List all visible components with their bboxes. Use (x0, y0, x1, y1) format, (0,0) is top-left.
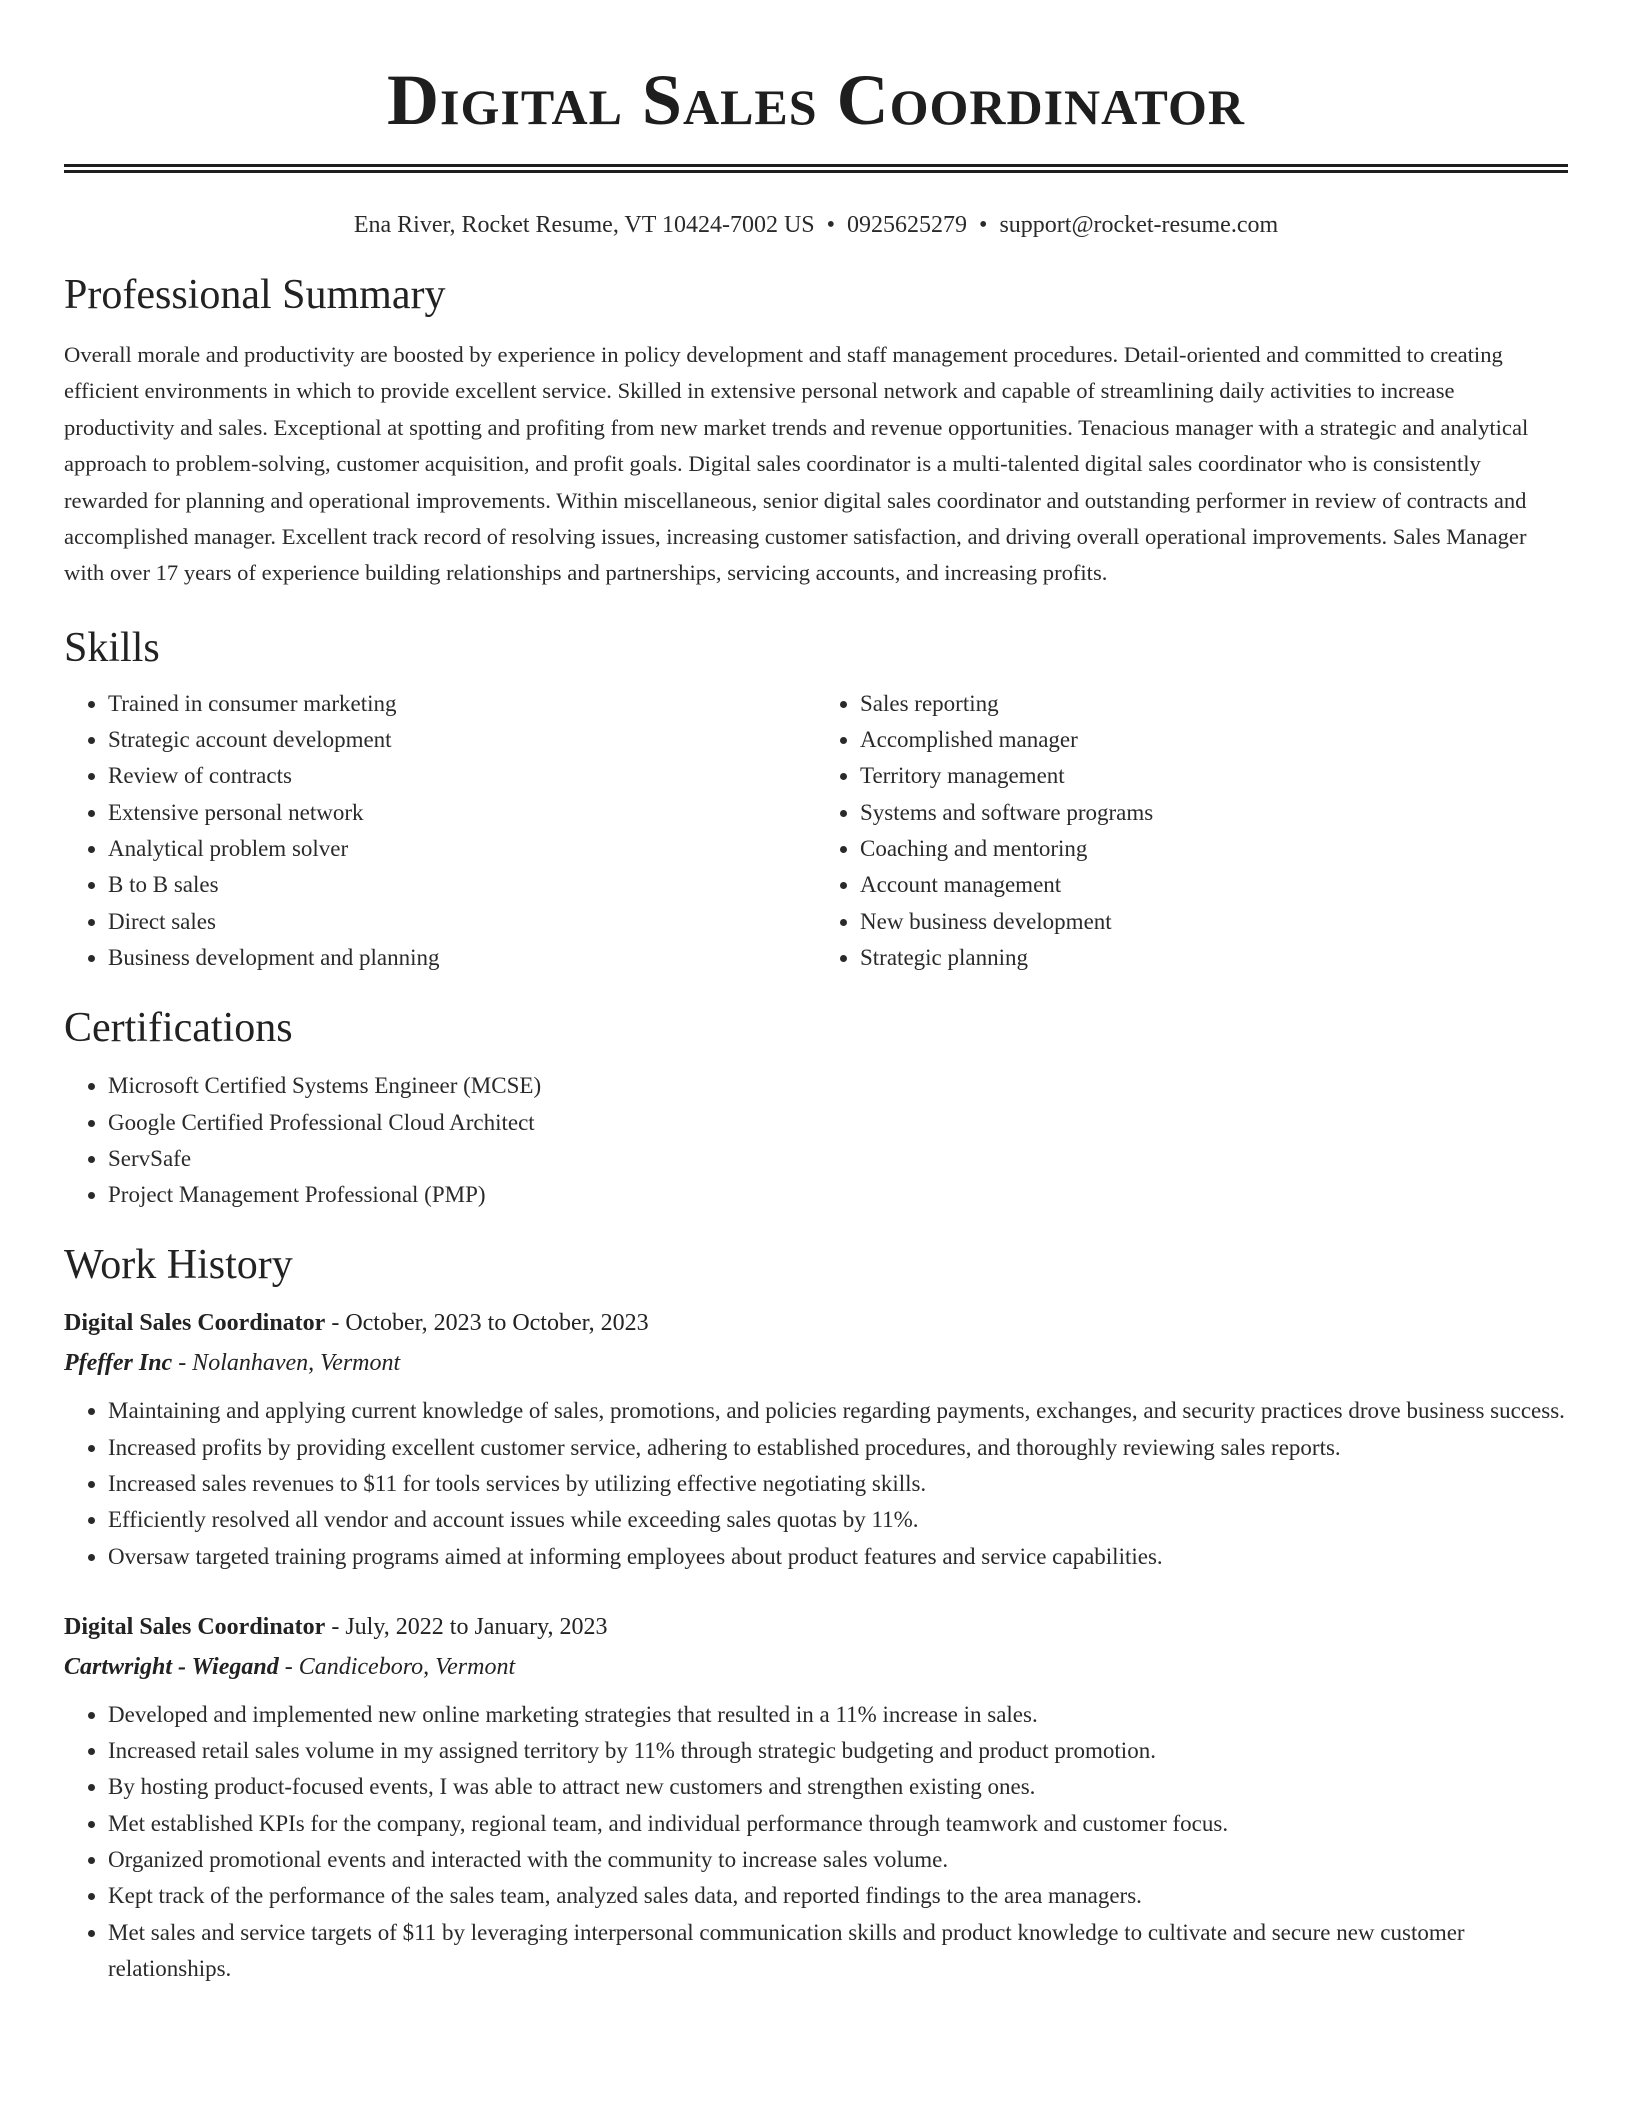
job-company: Pfeffer Inc (64, 1350, 173, 1377)
contact-separator: • (979, 212, 988, 238)
job-bullet: • Organized promotional events and interacted with the community to increase sales volume. (108, 1842, 1568, 1878)
certifications-list (64, 1068, 1568, 1213)
job-entry (64, 1303, 1568, 1574)
skill-item: • Accomplished manager (860, 722, 1568, 758)
certification-item: • Project Management Professional (PMP) (108, 1177, 1568, 1213)
job-location: - Nolanhaven, Vermont (172, 1350, 401, 1377)
job-bullet: • Maintaining and applying current knowledge of sales, promotions, and policies regarding payments, exchanges, and security practices drove business success. (108, 1393, 1568, 1429)
skill-item: • Coaching and mentoring (860, 831, 1568, 867)
skill-item: • Territory management (860, 758, 1568, 794)
skill-item: • Business development and planning (108, 940, 816, 976)
skill-item: • Sales reporting (860, 686, 1568, 722)
resume-title: Digital Sales Coordinator (387, 60, 1245, 140)
skills-list-left (64, 686, 816, 976)
work-history-heading: Work History (64, 1242, 293, 1289)
summary-text: Overall morale and productivity are boosted by experience in policy development and staff management procedures. Detail-oriented and committed to creating efficient environments in which to provide excellent service. Skilled in extensive personal network and capable of streamlining daily activities to increase productivity and sales. Exceptional at spotting and profiting from new market trends and revenue opportunities. Tenacious manager with a strategic and analytical approach to problem-solving, customer acquisition, and profit goals. Digital sales coordinator is a multi-talented digital sales coordinator who is consistently rewarded for planning and operational improvements. Within miscellaneous, senior digital sales coordinator and outstanding performer in review of contracts and accomplished manager. Excellent track record of resolving issues, increasing customer satisfaction, and driving overall operational improvements. Sales Manager with over 17 years of experience building relationships and partnerships, servicing accounts, and increasing profits. (64, 342, 1529, 586)
job-entry (64, 1607, 1568, 1987)
skill-item: • Strategic planning (860, 940, 1568, 976)
job-employer (64, 1647, 1568, 1687)
skill-item: • Trained in consumer marketing (108, 686, 816, 722)
certification-item: • Google Certified Professional Cloud Architect (108, 1105, 1568, 1141)
job-dates: - July, 2022 to January, 2023 (325, 1613, 608, 1640)
skill-item: • Direct sales (108, 904, 816, 940)
skill-item: • Review of contracts (108, 758, 816, 794)
job-header (64, 1303, 1568, 1343)
job-bullet: • Oversaw targeted training programs aimed at informing employees about product features and service capabilities. (108, 1539, 1568, 1575)
job-header (64, 1607, 1568, 1647)
job-bullet: • Increased profits by providing excellent customer service, adhering to established procedures, and thoroughly reviewing sales reports. (108, 1430, 1568, 1466)
skills-heading: Skills (64, 624, 160, 671)
skill-item: • New business development (860, 904, 1568, 940)
contact-separator: • (826, 212, 836, 238)
job-employer (64, 1343, 1568, 1383)
contact-line (64, 209, 1568, 241)
skills-list-right (816, 686, 1568, 976)
certifications-heading: Certifications (64, 1005, 293, 1052)
certification-item: • Microsoft Certified Systems Engineer (MCSE) (108, 1068, 1568, 1104)
job-location: - Candiceboro, Vermont (278, 1653, 516, 1680)
certification-item: • ServSafe (108, 1141, 1568, 1177)
contact-email: support@rocket-resume.com (999, 212, 1279, 238)
job-bullet: • Increased retail sales volume in my assigned territory by 11% through strategic budgeting and product promotion. (108, 1733, 1568, 1769)
job-bullet: • Increased sales revenues to $11 for tools services by utilizing effective negotiating skills. (108, 1466, 1568, 1502)
job-role: Digital Sales Coordinator (64, 1310, 326, 1337)
job-bullet: • Kept track of the performance of the sales team, analyzed sales data, and reported findings to the area managers. (108, 1878, 1568, 1914)
summary-heading: Professional Summary (64, 272, 446, 318)
job-bullet: • By hosting product-focused events, I was able to attract new customers and strengthen existing ones. (108, 1769, 1568, 1805)
skill-item: • Analytical problem solver (108, 831, 816, 867)
contact-address: Ena River, Rocket Resume, VT 10424-7002 US (353, 212, 815, 238)
job-bullet: • Met established KPIs for the company, regional team, and individual performance through teamwork and customer focus. (108, 1806, 1568, 1842)
skill-item: • Extensive personal network (108, 795, 816, 831)
skill-item: • Strategic account development (108, 722, 816, 758)
job-bullet: • Developed and implemented new online marketing strategies that resulted in a 11% increase in sales. (108, 1697, 1568, 1733)
skill-item: • Account management (860, 867, 1568, 903)
title-double-rule (64, 164, 1568, 173)
skill-item: • Systems and software programs (860, 795, 1568, 831)
skills-columns (64, 686, 1568, 976)
job-bullet: • Efficiently resolved all vendor and account issues while exceeding sales quotas by 11%. (108, 1502, 1568, 1538)
job-bullets (64, 1393, 1568, 1574)
job-bullets (64, 1697, 1568, 1987)
job-role: Digital Sales Coordinator (64, 1613, 326, 1640)
contact-phone: 0925625279 (847, 212, 968, 238)
job-dates: - October, 2023 to October, 2023 (325, 1310, 649, 1337)
job-bullet: • Met sales and service targets of $11 by leveraging interpersonal communication skills and product knowledge to cultivate and secure new customer relationships. (108, 1915, 1568, 1988)
skill-item: • B to B sales (108, 867, 816, 903)
job-company: Cartwright - Wiegand (64, 1653, 279, 1680)
